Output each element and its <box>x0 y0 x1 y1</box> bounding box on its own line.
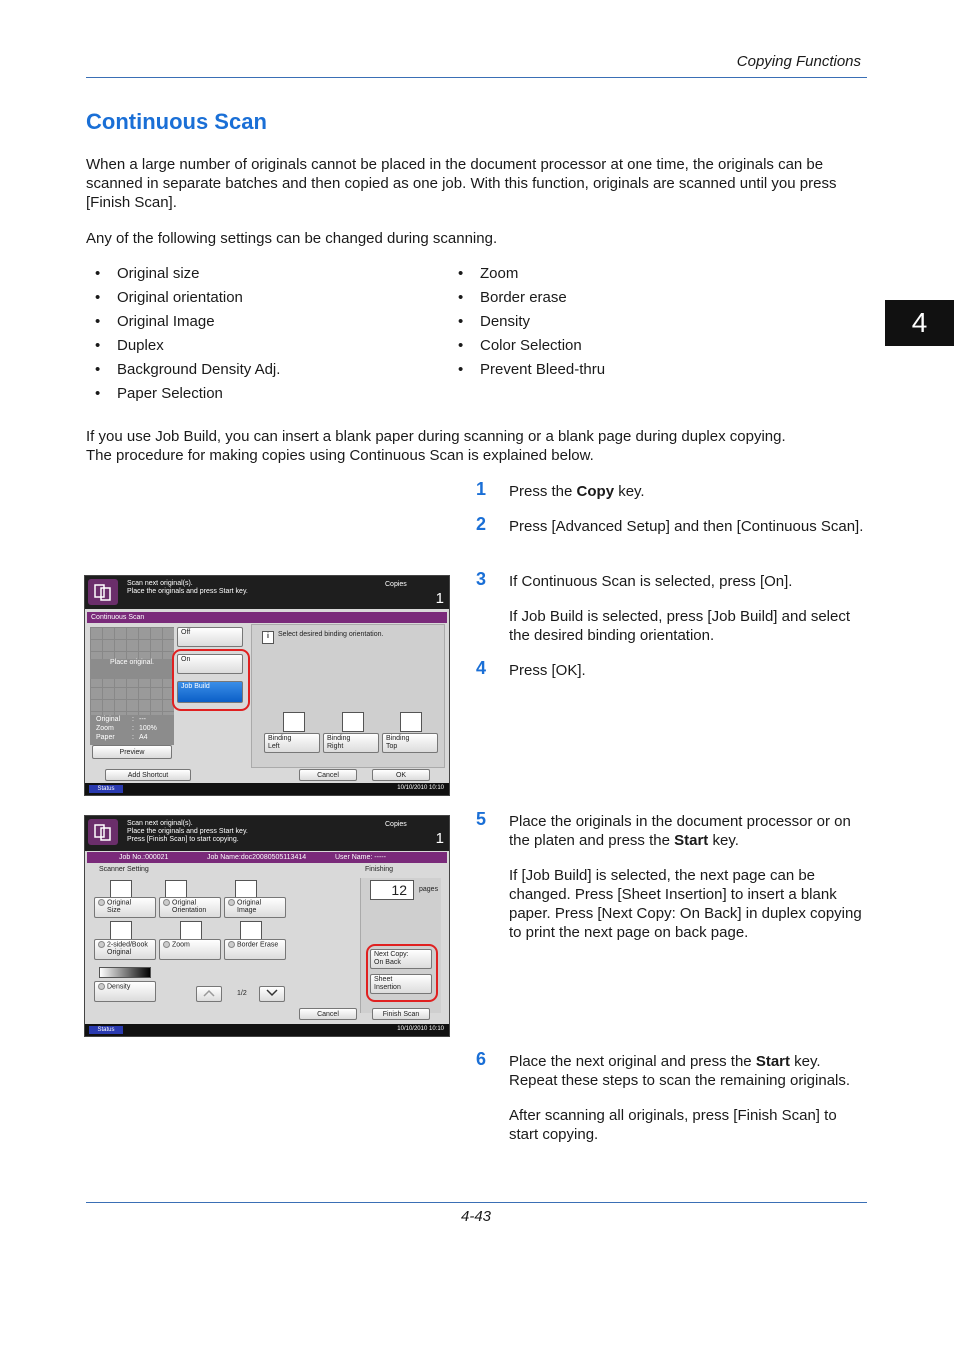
list-item: • Original orientation <box>95 289 243 306</box>
section-title: Continuous Scan <box>86 109 267 134</box>
list-item: • Background Density Adj. <box>95 361 281 378</box>
step-text: If Job Build is selected, press [Job Build] and select the desired binding orientation. <box>509 608 851 644</box>
sheet-insertion-button[interactable]: Sheet Insertion <box>370 974 432 994</box>
border-erase-button[interactable]: Border Erase <box>224 939 286 960</box>
step-text: After scanning all originals, press [Finish Scan] to start copying. <box>509 1107 837 1143</box>
datetime: 10/10/2010 10:10 <box>397 785 444 791</box>
step-text: Press the Copy key. <box>509 483 645 500</box>
list-item: • Original Image <box>95 313 215 330</box>
step-text: If Continuous Scan is selected, press [On]. <box>509 573 793 590</box>
zoom-icon <box>180 921 202 941</box>
copies-count: 1 <box>435 590 444 607</box>
highlight-ring <box>172 649 250 711</box>
step-number: 6 <box>476 1049 487 1069</box>
step-number: 2 <box>476 514 487 534</box>
status-button[interactable]: Status <box>89 785 123 793</box>
list-item: • Zoom <box>458 265 519 282</box>
on-option[interactable]: On <box>177 654 243 674</box>
step-text: If [Job Build] is selected, the next page can be changed. Press [Sheet Insertion] to insert a blank paper. Press [Next Copy: On Back] in duplex copying to print the next page on back page. <box>509 867 862 941</box>
off-option[interactable]: Off <box>177 627 243 647</box>
settings-list-right <box>458 262 605 382</box>
next-copy-on-back-button[interactable]: Next Copy: On Back <box>370 949 432 969</box>
copy-app-icon <box>88 819 118 845</box>
original-orientation-button[interactable]: Original Orientation <box>159 897 221 918</box>
binding-left-button[interactable]: Binding Left <box>264 733 320 753</box>
job-info-bar: Job No.:000021 Job Name:doc20080505113414 User Name: ----- <box>87 852 447 863</box>
border-erase-icon <box>240 921 262 941</box>
binding-left-icon <box>283 712 305 732</box>
cancel-button[interactable]: Cancel <box>299 769 357 781</box>
highlight-ring <box>366 944 438 1002</box>
info-message: Select desired binding orientation. <box>278 631 384 638</box>
binding-top-button[interactable]: Binding Top <box>382 733 438 753</box>
job-build-note: If you use Job Build, you can insert a blank paper during scanning or a blank page during duplex copying. The procedure for making copies using Continuous Scan is explained below. <box>86 428 786 464</box>
step-text: Place the originals in the document processor or on the platen and press the Start key. <box>509 813 851 849</box>
zoom-button[interactable]: Zoom <box>159 939 221 960</box>
density-gradient-icon <box>99 967 151 978</box>
density-button[interactable]: Density <box>94 981 156 1002</box>
list-item: • Density <box>458 313 531 330</box>
job-build-option[interactable]: Job Build <box>177 681 243 703</box>
status-dot-icon <box>228 899 235 906</box>
duplex-icon <box>110 921 132 941</box>
pages-count: 12 <box>370 880 414 900</box>
copy-app-icon <box>88 579 118 605</box>
settings-list-left <box>95 262 280 406</box>
intro-paragraph: When a large number of originals cannot be placed in the document processor at one time, the originals can be scanned in separate batches and then copied as one job. With this function, originals are scanned until you press [Finish Scan]. <box>86 156 837 211</box>
preview-area <box>90 627 174 715</box>
settings-intro: Any of the following settings can be changed during scanning. <box>86 230 498 247</box>
info-icon: i <box>262 631 274 644</box>
list-item: • Duplex <box>95 337 164 354</box>
scan-next-screen <box>84 815 450 1037</box>
status-dot-icon <box>163 899 170 906</box>
status-dot-icon <box>228 941 235 948</box>
page-down-button[interactable] <box>259 986 285 1002</box>
step-number: 4 <box>476 658 487 678</box>
page-indicator: 1/2 <box>237 990 247 997</box>
step-number: 5 <box>476 809 487 829</box>
original-size-button[interactable]: Original Size <box>94 897 156 918</box>
screen-message: Scan next original(s). Place the originals and press Start key. Press [Finish Scan] to start copying. <box>127 820 248 843</box>
step-number: 1 <box>476 479 487 499</box>
footer-rule <box>86 1202 867 1203</box>
tab-title: Continuous Scan <box>87 612 447 623</box>
datetime: 10/10/2010 10:10 <box>397 1026 444 1032</box>
status-bar <box>85 783 449 795</box>
place-original-label: Place original. <box>90 659 174 679</box>
status-dot-icon <box>98 899 105 906</box>
finish-scan-button[interactable]: Finish Scan <box>372 1008 430 1020</box>
cancel-button[interactable]: Cancel <box>299 1008 357 1020</box>
screen-header <box>85 816 449 851</box>
list-item: • Border erase <box>458 289 567 306</box>
add-shortcut-button[interactable]: Add Shortcut <box>105 769 191 781</box>
duplex-button[interactable]: 2-sided/Book Original <box>94 939 156 960</box>
header-rule <box>86 77 867 78</box>
copies-label: Copies <box>385 581 407 588</box>
status-dot-icon <box>98 941 105 948</box>
copies-count: 1 <box>435 830 444 847</box>
pages-label: pages <box>419 886 439 893</box>
binding-panel <box>251 624 445 768</box>
step-text: Press [Advanced Setup] and then [Continuous Scan]. <box>509 518 864 535</box>
running-header: Copying Functions <box>736 53 861 70</box>
ok-button[interactable]: OK <box>372 769 430 781</box>
list-item: • Paper Selection <box>95 385 223 402</box>
chevron-up-icon <box>202 988 216 998</box>
binding-top-icon <box>400 712 422 732</box>
list-item: • Color Selection <box>458 337 582 354</box>
binding-right-button[interactable]: Binding Right <box>323 733 379 753</box>
status-dot-icon <box>98 983 105 990</box>
status-dot-icon <box>163 941 170 948</box>
page-up-button[interactable] <box>196 986 222 1002</box>
status-button[interactable]: Status <box>89 1026 123 1034</box>
continuous-scan-screen <box>84 575 450 796</box>
preview-button[interactable]: Preview <box>92 745 172 759</box>
scanner-setting-label: Scanner Setting <box>99 866 149 873</box>
copies-label: Copies <box>385 821 407 828</box>
screen-header <box>85 576 449 609</box>
chapter-tab: 4 <box>885 300 954 346</box>
original-image-button[interactable]: Original Image <box>224 897 286 918</box>
list-item: • Prevent Bleed-thru <box>458 361 606 378</box>
list-item: • Original size <box>95 265 200 282</box>
screen-message: Scan next original(s). Place the originals and press Start key. <box>127 580 248 595</box>
original-info: Original : --- Zoom : 100% Paper : A4 <box>90 715 174 745</box>
binding-right-icon <box>342 712 364 732</box>
finishing-label: Finishing <box>365 866 394 873</box>
step-text: Place the next original and press the Start key. Repeat these steps to scan the remaining originals. <box>509 1053 851 1089</box>
chevron-down-icon <box>265 988 279 998</box>
status-bar <box>85 1024 449 1036</box>
page-number: 4-43 <box>461 1208 492 1225</box>
step-text: Press [OK]. <box>509 662 586 679</box>
step-number: 3 <box>476 569 487 589</box>
